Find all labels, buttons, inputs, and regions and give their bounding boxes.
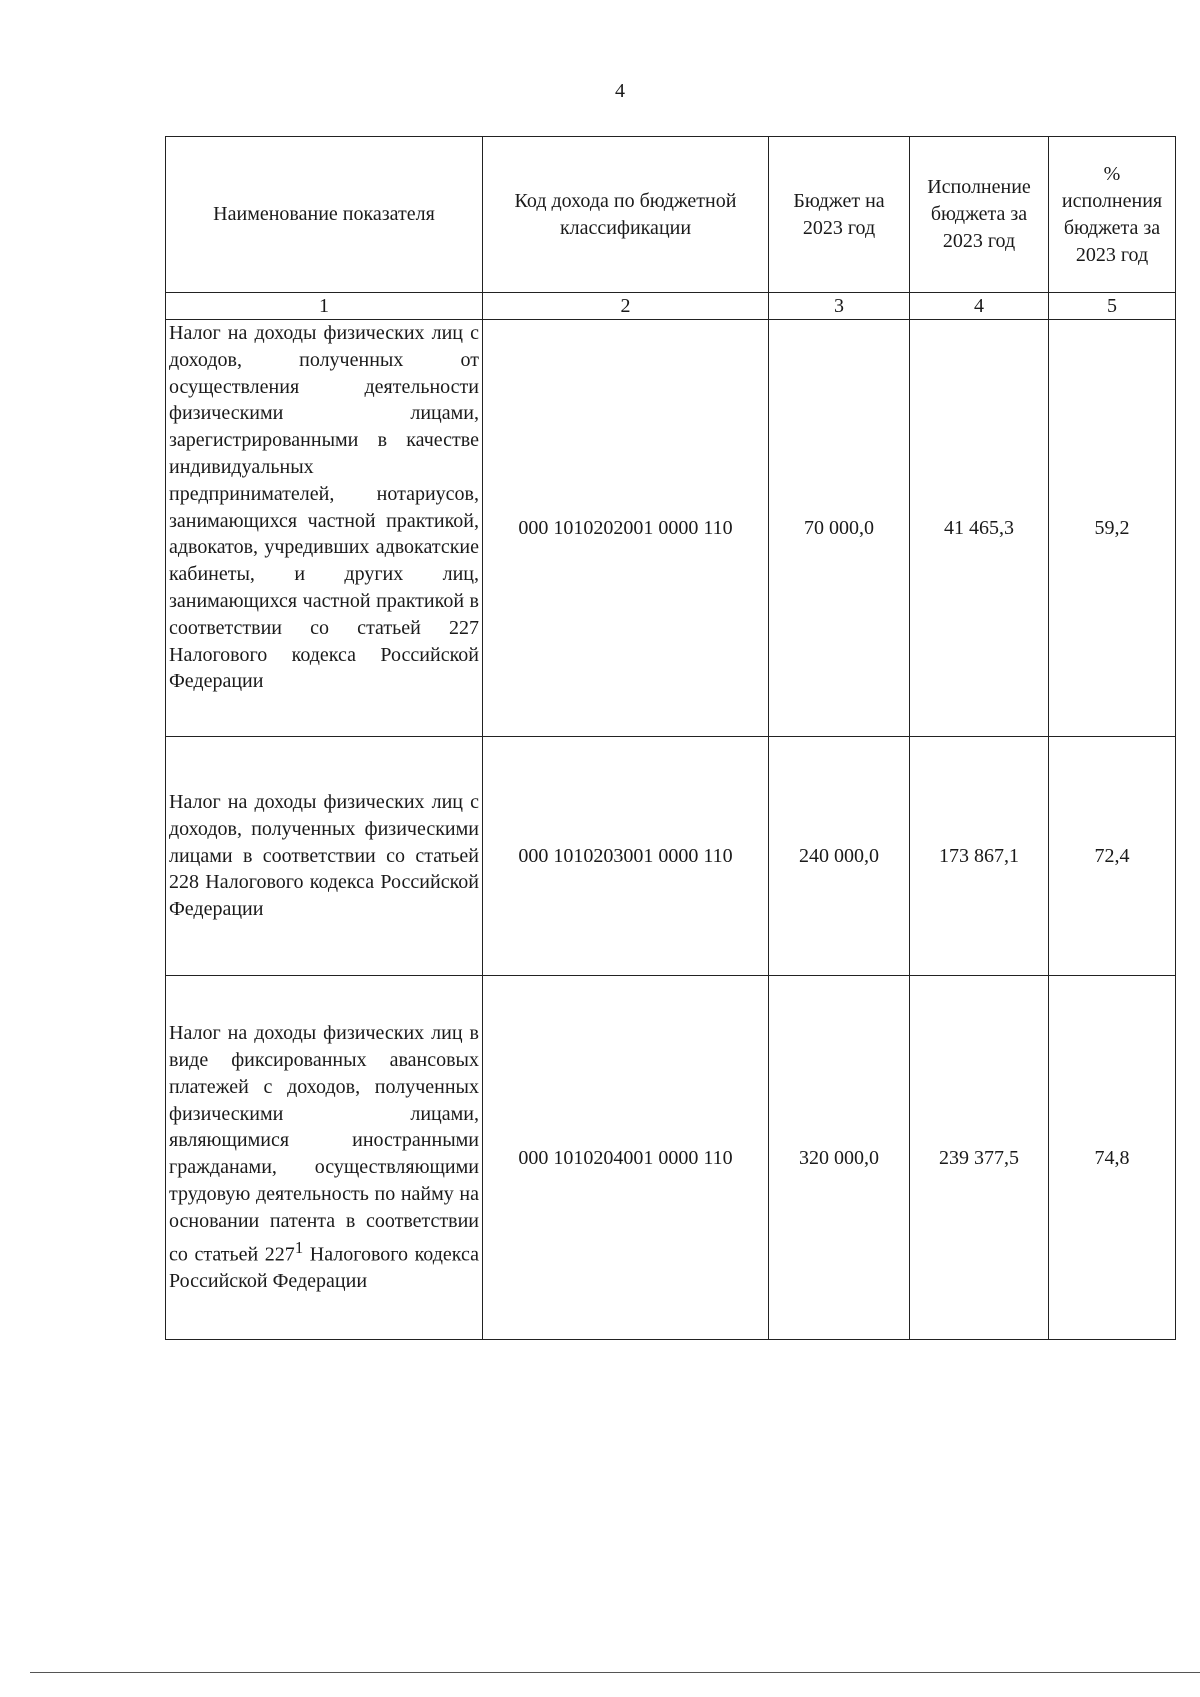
page-number: 4 xyxy=(615,80,625,102)
execution-percent: 59,2 xyxy=(1049,320,1176,737)
column-number-row xyxy=(166,293,1176,320)
header-execution-percent: % исполнения бюджета за 2023 год xyxy=(1049,137,1176,293)
header-budget: Бюджет на 2023 год xyxy=(769,137,910,293)
income-code: 000 1010202001 0000 110 xyxy=(483,320,769,737)
table-row xyxy=(166,320,1176,737)
header-row xyxy=(166,137,1176,293)
column-number: 2 xyxy=(483,293,769,320)
income-code: 000 1010203001 0000 110 xyxy=(483,737,769,976)
execution-percent: 72,4 xyxy=(1049,737,1176,976)
income-code: 000 1010204001 0000 110 xyxy=(483,976,769,1340)
table-row xyxy=(166,737,1176,976)
column-number: 4 xyxy=(910,293,1049,320)
indicator-name: Налог на доходы физических лиц с доходов, полученных физическими лицами в соответствии со статьей 228 Налогового кодекса Российской Федерации xyxy=(166,737,483,976)
execution-percent: 74,8 xyxy=(1049,976,1176,1340)
indicator-name: Налог на доходы физических лиц с доходов, полученных от осуществления деятельности физическими лицами, зарегистрированными в качестве индивидуальных предпринимателей, нотариусов, занимающихся частной практикой, адвокатов, учредивших адвокатские кабинеты, и других лиц, занимающихся частной практикой в соответствии со статьей 227 Налогового кодекса Российской Федерации xyxy=(166,320,483,737)
execution-value: 173 867,1 xyxy=(910,737,1049,976)
header-income-code: Код дохода по бюджетной классификации xyxy=(483,137,769,293)
indicator-name xyxy=(166,976,483,1340)
column-number: 5 xyxy=(1049,293,1176,320)
article-superscript: 1 xyxy=(294,1237,304,1257)
page-bottom-rule xyxy=(30,1672,1200,1673)
execution-value: 41 465,3 xyxy=(910,320,1049,737)
table-row xyxy=(166,976,1176,1340)
execution-value: 239 377,5 xyxy=(910,976,1049,1340)
budget-execution-table xyxy=(165,136,1176,1340)
column-number: 3 xyxy=(769,293,910,320)
indicator-name-text-end: Налогового кодекса Российской Федерации xyxy=(169,1243,479,1293)
header-execution: Исполнение бюджета за 2023 год xyxy=(910,137,1049,293)
indicator-name-text: Налог на доходы физических лиц в виде фиксированных авансовых платежей с доходов, полученных физическими лицами, являющимися иностранными гражданами, осуществляющими трудовую деятельность по найму на основании патента в соответствии со статьей 227 xyxy=(169,1022,479,1266)
budget-value: 70 000,0 xyxy=(769,320,910,737)
budget-value: 240 000,0 xyxy=(769,737,910,976)
header-indicator-name: Наименование показателя xyxy=(166,137,483,293)
budget-value: 320 000,0 xyxy=(769,976,910,1340)
column-number: 1 xyxy=(166,293,483,320)
